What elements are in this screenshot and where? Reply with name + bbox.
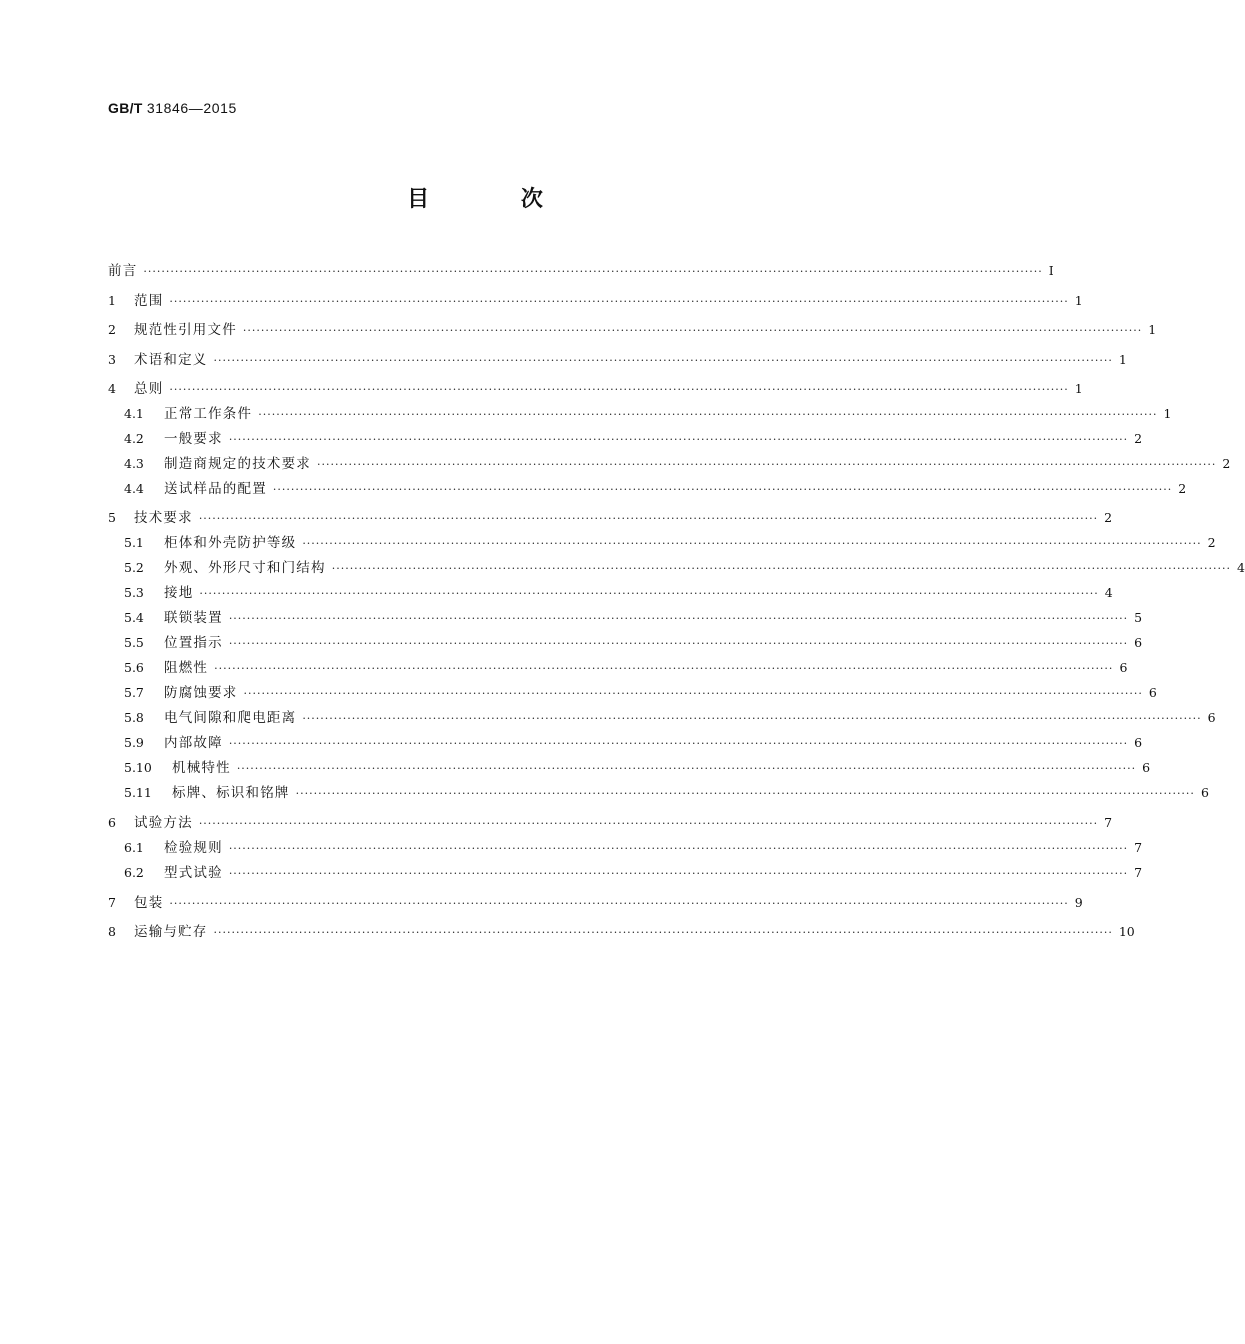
toc-leader-dots: ········································································································································································································	[243, 687, 1143, 700]
toc-entry[interactable]	[124, 683, 1157, 703]
toc-entry-number: 5.10	[124, 760, 152, 775]
toc-entry-label: 内部故障	[164, 735, 223, 751]
toc-entry[interactable]	[108, 291, 1083, 311]
toc-entry-number: 5.2	[124, 560, 144, 575]
toc-leader-dots: ········································································································································································································	[169, 295, 1069, 308]
toc-leader-dots: ········································································································································································································	[317, 458, 1217, 471]
toc-entry-number: 6.2	[124, 865, 144, 880]
toc-entry-label: 范围	[134, 293, 164, 309]
toc-leader-dots: ········································································································································································································	[169, 383, 1069, 396]
toc-leader-dots: ········································································································································································································	[228, 433, 1129, 446]
toc-entry-number: 1	[108, 293, 116, 308]
toc-entry-label: 运输与贮存	[134, 924, 208, 940]
toc-leader-dots: ········································································································································································································	[228, 737, 1129, 750]
toc-entry[interactable]	[124, 558, 1245, 578]
toc-entry-page: 4	[1104, 585, 1113, 600]
toc-entry-page: 1	[1163, 406, 1172, 421]
toc-entry-label: 规范性引用文件	[134, 322, 237, 338]
toc-leader-dots: ········································································································································································································	[199, 587, 1099, 600]
toc-entry-page: 4	[1237, 560, 1245, 575]
toc-entry-number: 4.3	[124, 456, 144, 471]
standard-prefix: GB/T	[108, 100, 143, 116]
toc-entry-number: 6.1	[124, 840, 144, 855]
toc-entry[interactable]	[124, 533, 1216, 553]
toc-entry-page: 6	[1200, 785, 1209, 800]
toc-entry-number: 5.7	[124, 685, 144, 700]
toc-entry-label: 检验规则	[164, 840, 223, 856]
toc-leader-dots: ········································································································································································································	[228, 867, 1129, 880]
toc-entry-label: 外观、外形尺寸和门结构	[164, 560, 326, 576]
toc-entry[interactable]	[108, 813, 1113, 833]
toc-entry-page: 2	[1178, 481, 1187, 496]
toc-leader-dots: ········································································································································································································	[213, 354, 1113, 367]
toc-entry-label: 接地	[164, 585, 194, 601]
toc-entry-number: 5.4	[124, 610, 144, 625]
toc-entry-label: 电气间隙和爬电距离	[164, 710, 297, 726]
toc-entry-number: 6	[108, 815, 116, 830]
standard-number: 31846—2015	[146, 100, 237, 116]
toc-entry[interactable]	[124, 454, 1231, 474]
toc-entry-page: 2	[1207, 535, 1216, 550]
toc-leader-dots: ········································································································································································································	[214, 662, 1114, 675]
toc-entry-number: 2	[108, 322, 116, 337]
toc-entry-number: 4	[108, 381, 116, 396]
toc-leader-dots: ········································································································································································································	[228, 842, 1129, 855]
toc-entry-label: 技术要求	[134, 510, 193, 526]
toc-entry-label: 送试样品的配置	[164, 481, 267, 497]
toc-entry[interactable]	[124, 658, 1128, 678]
toc-entry[interactable]	[124, 479, 1187, 499]
toc-entry[interactable]	[124, 783, 1209, 803]
toc-leader-dots: ········································································································································································································	[272, 483, 1173, 496]
toc-leader-dots: ········································································································································································································	[331, 562, 1232, 575]
toc-entry-label: 术语和定义	[134, 352, 208, 368]
toc-entry-page: 6	[1119, 660, 1128, 675]
toc-leader-dots: ········································································································································································································	[295, 787, 1195, 800]
toc-entry-number: 8	[108, 924, 116, 939]
toc-entry[interactable]	[108, 350, 1127, 370]
toc-leader-dots: ········································································································································································································	[236, 762, 1137, 775]
toc-entry-page: 7	[1134, 865, 1143, 880]
toc-leader-dots: ········································································································································································································	[213, 926, 1113, 939]
toc-leader-dots: ········································································································································································································	[228, 612, 1129, 625]
toc-entry-label: 一般要求	[164, 431, 223, 447]
toc-entry[interactable]	[124, 608, 1143, 628]
toc-entry[interactable]	[124, 404, 1172, 424]
toc-entry[interactable]	[108, 922, 1135, 942]
toc-entry-number: 5.9	[124, 735, 144, 750]
toc-entry-number: 4.4	[124, 481, 144, 496]
toc-entry[interactable]	[124, 429, 1143, 449]
toc-leader-dots: ········································································································································································································	[302, 712, 1202, 725]
toc-entry-page: 6	[1142, 760, 1151, 775]
toc-entry-page: 1	[1148, 322, 1157, 337]
toc-entry-label: 试验方法	[134, 815, 193, 831]
toc-entry-label: 防腐蚀要求	[164, 685, 238, 701]
toc-entry-label: 位置指示	[164, 635, 223, 651]
toc-entry-page: 1	[1074, 293, 1083, 308]
toc-entry[interactable]	[108, 261, 1054, 281]
toc-entry-number: 5.11	[124, 785, 152, 800]
toc-entry-number: 4.1	[124, 406, 144, 421]
toc-entry-page: 6	[1134, 635, 1143, 650]
toc-entry-page: 1	[1118, 352, 1127, 367]
toc-entry-page: 2	[1134, 431, 1143, 446]
toc-entry-number: 5.3	[124, 585, 144, 600]
toc-entry-label: 机械特性	[172, 760, 231, 776]
toc-entry-page: 7	[1104, 815, 1113, 830]
toc-entry[interactable]	[108, 893, 1083, 913]
toc-entry-page: 2	[1104, 510, 1113, 525]
toc-entry-label: 标牌、标识和铭牌	[172, 785, 290, 801]
toc-entry-label: 制造商规定的技术要求	[164, 456, 311, 472]
toc-entry-page: Ⅰ	[1048, 263, 1054, 278]
toc-entry-page: 2	[1222, 456, 1231, 471]
toc-entry-page: 9	[1074, 895, 1083, 910]
toc-leader-dots: ········································································································································································································	[258, 408, 1158, 421]
toc-entry-page: 7	[1134, 840, 1143, 855]
toc-entry[interactable]	[108, 379, 1083, 399]
toc-entry[interactable]	[124, 758, 1151, 778]
toc-entry-label: 阻燃性	[164, 660, 209, 676]
toc-leader-dots: ········································································································································································································	[198, 817, 1099, 830]
toc-entry-label: 包装	[134, 895, 164, 911]
toc-leader-dots: ········································································································································································································	[302, 537, 1202, 550]
toc-entry[interactable]	[108, 508, 1113, 528]
toc-entry-number: 5.5	[124, 635, 144, 650]
toc-entry-number: 5.8	[124, 710, 144, 725]
toc-entry-page: 6	[1207, 710, 1216, 725]
toc-leader-dots: ········································································································································································································	[228, 637, 1129, 650]
toc-entry-page: 5	[1134, 610, 1143, 625]
toc-entry-number: 4.2	[124, 431, 144, 446]
toc-entry[interactable]	[124, 733, 1143, 753]
page-title: 目 次	[407, 187, 585, 212]
toc-leader-dots: ········································································································································································································	[169, 897, 1069, 910]
toc-entry-number: 5.6	[124, 660, 144, 675]
toc-entry[interactable]	[124, 863, 1143, 883]
toc-entry-number: 5.1	[124, 535, 144, 550]
toc-entry-number: 7	[108, 895, 116, 910]
toc-entry[interactable]	[124, 633, 1143, 653]
toc-entry-label: 型式试验	[164, 865, 223, 881]
toc-entry-page: 6	[1134, 735, 1143, 750]
toc-entry-label: 前言	[108, 263, 138, 279]
toc-entry-page: 6	[1148, 685, 1157, 700]
toc-entry-page: 10	[1118, 924, 1135, 939]
toc-entry-number: 3	[108, 352, 116, 367]
toc-entry-label: 柜体和外壳防护等级	[164, 535, 297, 551]
toc-entry-number: 5	[108, 510, 116, 525]
toc-entry-page: 1	[1074, 381, 1083, 396]
toc-leader-dots: ········································································································································································································	[143, 265, 1043, 278]
toc-entry[interactable]	[108, 320, 1157, 340]
toc-entry[interactable]	[124, 583, 1113, 603]
toc-entry-label: 正常工作条件	[164, 406, 253, 422]
toc-leader-dots: ········································································································································································································	[242, 324, 1143, 337]
toc-leader-dots: ········································································································································································································	[198, 512, 1099, 525]
toc-entry[interactable]	[124, 838, 1143, 858]
toc-entry-label: 联锁装置	[164, 610, 223, 626]
toc-entry-label: 总则	[134, 381, 164, 397]
toc-entry[interactable]	[124, 708, 1216, 728]
